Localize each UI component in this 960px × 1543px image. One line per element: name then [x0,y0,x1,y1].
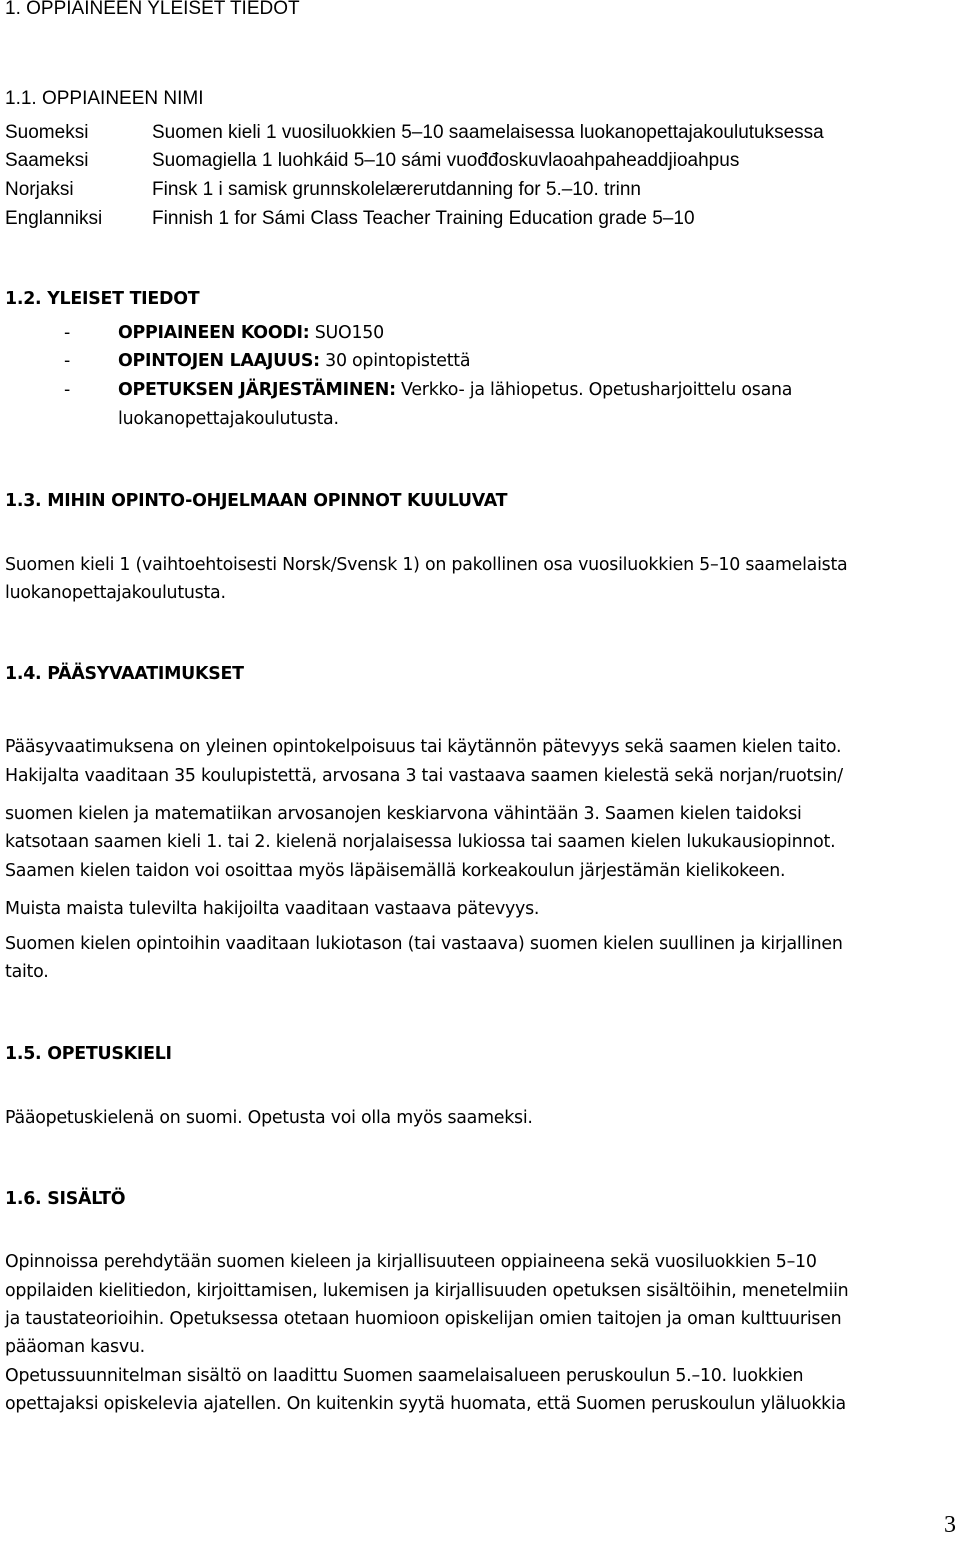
paragraph-line: Opetussuunnitelman sisältö on laadittu Suomen saamelaisalueen peruskoulun 5.–10. luokkien [5,1366,804,1386]
paragraph-line: Opinnoissa perehdytään suomen kieleen ja kirjallisuuteen oppiaineena sekä vuosiluokkien 5–10 [5,1252,817,1272]
paragraph-line: Hakijalta vaaditaan 35 koulupistettä, arvosana 3 tai vastaava saamen kielestä sekä norjan/ruotsin/ [5,766,843,786]
paragraph-line: suomen kielen ja matematiikan arvosanojen keskiarvona vähintään 3. Saamen kielen taidoksi [5,804,802,824]
list-item-label: OPPIAINEEN KOODI: [118,323,310,343]
paragraph-line: taito. [5,962,49,982]
paragraph-line: Pääsyvaatimuksena on yleinen opintokelpoisuus tai käytännön pätevyys sekä saamen kielen taito. [5,737,842,757]
section-heading-1-6: 1.6. SISÄLTÖ [5,1189,126,1209]
list-bullet: - [64,351,71,371]
section-heading-1-5: 1.5. OPETUSKIELI [5,1044,172,1064]
list-item-label: OPINTOJEN LAAJUUS: [118,351,320,371]
paragraph-line: oppilaiden kielitiedon, kirjoittamisen, lukemisen ja kirjallisuuden opetuksen sisältöihin, menetelmiin [5,1281,849,1301]
language-label-norwegian: Norjaksi [5,179,74,200]
subject-name-finnish: Suomen kieli 1 vuosiluokkien 5–10 saamelaisessa luokanopettajakoulutuksessa [152,122,824,143]
list-item-value: SUO150 [309,323,384,343]
paragraph-line: Pääopetuskielenä on suomi. Opetusta voi olla myös saameksi. [5,1108,533,1128]
list-item-value: Verkko- ja lähiopetus. Opetusharjoittelu osana [395,380,793,400]
list-item-organization [118,380,792,400]
section-heading-1-3: 1.3. MIHIN OPINTO-OHJELMAAN OPINNOT KUULUVAT [5,491,508,511]
list-item-continuation: luokanopettajakoulutusta. [118,409,339,429]
subject-name-english: Finnish 1 for Sámi Class Teacher Training Education grade 5–10 [152,208,695,229]
paragraph-line: Suomen kielen opintoihin vaaditaan lukiotason (tai vastaava) suomen kielen suullinen ja kirjallinen [5,934,843,954]
section-heading-1-1: 1.1. OPPIAINEEN NIMI [5,88,204,109]
section-heading-1-4: 1.4. PÄÄSYVAATIMUKSET [5,664,244,684]
section-heading-1: 1. OPPIAINEEN YLEISET TIEDOT [5,0,300,19]
list-item-label: OPETUKSEN JÄRJESTÄMINEN: [118,380,396,400]
list-bullet: - [64,323,71,343]
paragraph-line: ja taustateorioihin. Opetuksessa otetaan huomioon opiskelijan omien taitojen ja oman kulttuurisen [5,1309,842,1329]
paragraph-line: opettajaksi opiskelevia ajatellen. On kuitenkin syytä huomata, että Suomen peruskoulun yläluokkia [5,1394,846,1414]
paragraph-line: Saamen kielen taidon voi osoittaa myös läpäisemällä korkeakoulun järjestämän kielikokeen. [5,861,786,881]
page-number: 3 [944,1512,956,1538]
paragraph-line: Suomen kieli 1 (vaihtoehtoisesti Norsk/Svensk 1) on pakollinen osa vuosiluokkien 5–10 saamelaista [5,555,848,575]
subject-name-sami: Suomagiella 1 luohkáid 5–10 sámi vuođđoskuvlaoahpaheaddjioahpus [152,150,740,171]
language-label-sami: Saameksi [5,150,89,171]
language-label-finnish: Suomeksi [5,122,89,143]
subject-name-norwegian: Finsk 1 i samisk grunnskolelærerutdanning for 5.–10. trinn [152,179,641,200]
paragraph-line: katsotaan saamen kieli 1. tai 2. kielenä norjalaisessa lukiossa tai saamen kielen lukukausiopinnot. [5,832,836,852]
paragraph-line: Muista maista tulevilta hakijoilta vaaditaan vastaava pätevyys. [5,899,540,919]
list-item-credits [118,351,470,371]
paragraph-line: pääoman kasvu. [5,1337,145,1357]
list-item-value: 30 opintopistettä [319,351,471,371]
language-label-english: Englanniksi [5,208,103,229]
section-heading-1-2: 1.2. YLEISET TIEDOT [5,289,200,309]
list-bullet: - [64,380,71,400]
list-item-course-code [118,323,384,343]
paragraph-line: luokanopettajakoulutusta. [5,583,226,603]
